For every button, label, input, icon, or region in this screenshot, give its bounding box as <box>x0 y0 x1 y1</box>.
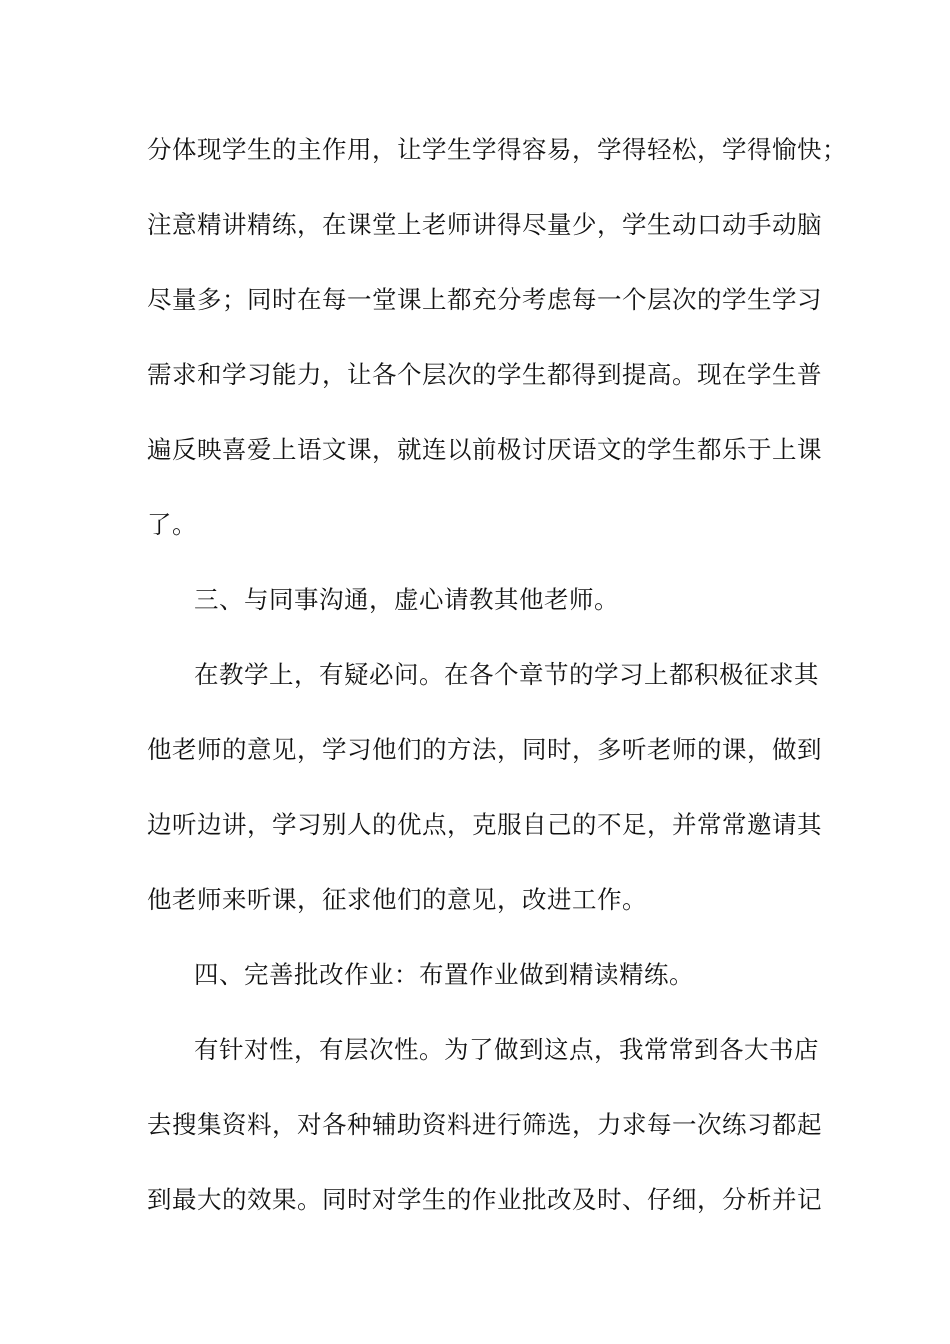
section-heading: 四、完善批改作业：布置作业做到精读精练。 <box>194 960 694 989</box>
text-line: 注意精讲精练，在课堂上老师讲得尽量少，学生动口动手动脑 <box>147 210 822 239</box>
text-line: 到最大的效果。同时对学生的作业批改及时、仔细，分析并记 <box>147 1185 822 1214</box>
text-line: 他老师来听课，征求他们的意见，改进工作。 <box>147 885 647 914</box>
text-line: 有针对性，有层次性。为了做到这点，我常常到各大书店 <box>194 1035 819 1064</box>
text-line: 分体现学生的主作用，让学生学得容易，学得轻松，学得愉快； <box>147 135 847 164</box>
text-line: 了。 <box>147 510 197 539</box>
text-line: 他老师的意见，学习他们的方法，同时，多听老师的课，做到 <box>147 735 822 764</box>
text-line: 边听边讲，学习别人的优点，克服自己的不足，并常常邀请其 <box>147 810 822 839</box>
text-line: 需求和学习能力，让各个层次的学生都得到提高。现在学生普 <box>147 360 822 389</box>
text-line: 遍反映喜爱上语文课，就连以前极讨厌语文的学生都乐于上课 <box>147 435 822 464</box>
section-heading: 三、与同事沟通，虚心请教其他老师。 <box>194 585 619 614</box>
text-line: 去搜集资料，对各种辅助资料进行筛选，力求每一次练习都起 <box>147 1110 822 1139</box>
text-line: 尽量多；同时在每一堂课上都充分考虑每一个层次的学生学习 <box>147 285 822 314</box>
text-line: 在教学上，有疑必问。在各个章节的学习上都积极征求其 <box>194 660 819 689</box>
